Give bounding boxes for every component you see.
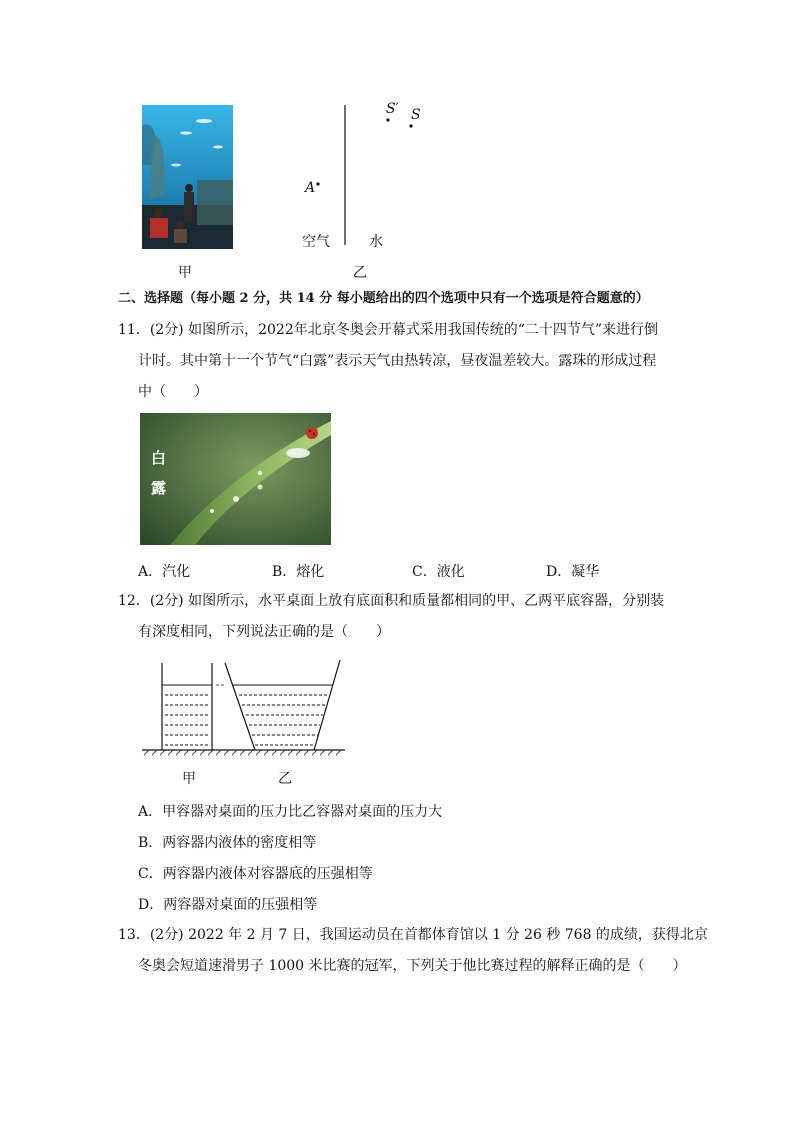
q12-option-c[interactable]: C．两容器内液体对容器底的压强相等 [138,866,373,882]
aquarium-photo [142,105,233,249]
container-diagram [140,655,350,760]
q11-stem-line2: 计时。其中第十一个节气“白露”表示天气由热转凉，昼夜温差较大。露珠的形成过程 [138,353,657,369]
q11-option-b[interactable]: B．熔化 [272,564,325,580]
q11-option-d[interactable]: D．凝华 [546,564,600,580]
point-a-label: A [305,180,316,196]
point-s-prime-label: S′ [386,101,399,117]
q12-option-d[interactable]: D．两容器对桌面的压强相等 [138,897,318,913]
q11-stem-line1: 11．(2分) 如图所示，2022年北京冬奥会开幕式采用我国传统的“二十四节气”来进行倒 [118,322,659,338]
dew-photo [140,413,331,545]
dew-image-text-2: 露 [151,479,167,497]
q13-stem-line2: 冬奥会短道速滑男子 1000 米比赛的冠军，下列关于他比赛过程的解释正确的是（ ） [138,958,687,974]
q11-option-a[interactable]: A．汽化 [138,564,191,580]
container-label-yi: 乙 [278,771,292,787]
q12-option-b[interactable]: B．两容器内液体的密度相等 [138,835,317,851]
q12-stem-line2: 有深度相同，下列说法正确的是（ ） [138,624,390,640]
dew-image-text-1: 白 [151,449,167,467]
q12-stem-line1: 12．(2分) 如图所示，水平桌面上放有底面积和质量都相同的甲、乙两平底容器，分别装 [118,593,665,609]
figure-label-yi: 乙 [353,265,367,281]
section-heading: 二、选择题（每小题 2 分，共 14 分 每小题给出的四个选项中只有一个选项是符合题意的） [118,291,649,306]
q13-stem-line1: 13．(2分) 2022 年 2 月 7 日，我国运动员在首都体育馆以 1 分 26 秒 768 的成绩，获得北京 [118,927,708,943]
water-label: 水 [369,234,383,250]
q11-option-c[interactable]: C．液化 [412,564,465,580]
container-label-jia: 甲 [182,771,196,787]
figure-label-jia: 甲 [178,265,192,281]
q12-option-a[interactable]: A．甲容器对桌面的压力比乙容器对桌面的压力大 [138,804,443,820]
air-label: 空气 [302,234,330,250]
q11-stem-line3: 中（ ） [138,384,208,400]
point-s-label: S [411,107,421,123]
